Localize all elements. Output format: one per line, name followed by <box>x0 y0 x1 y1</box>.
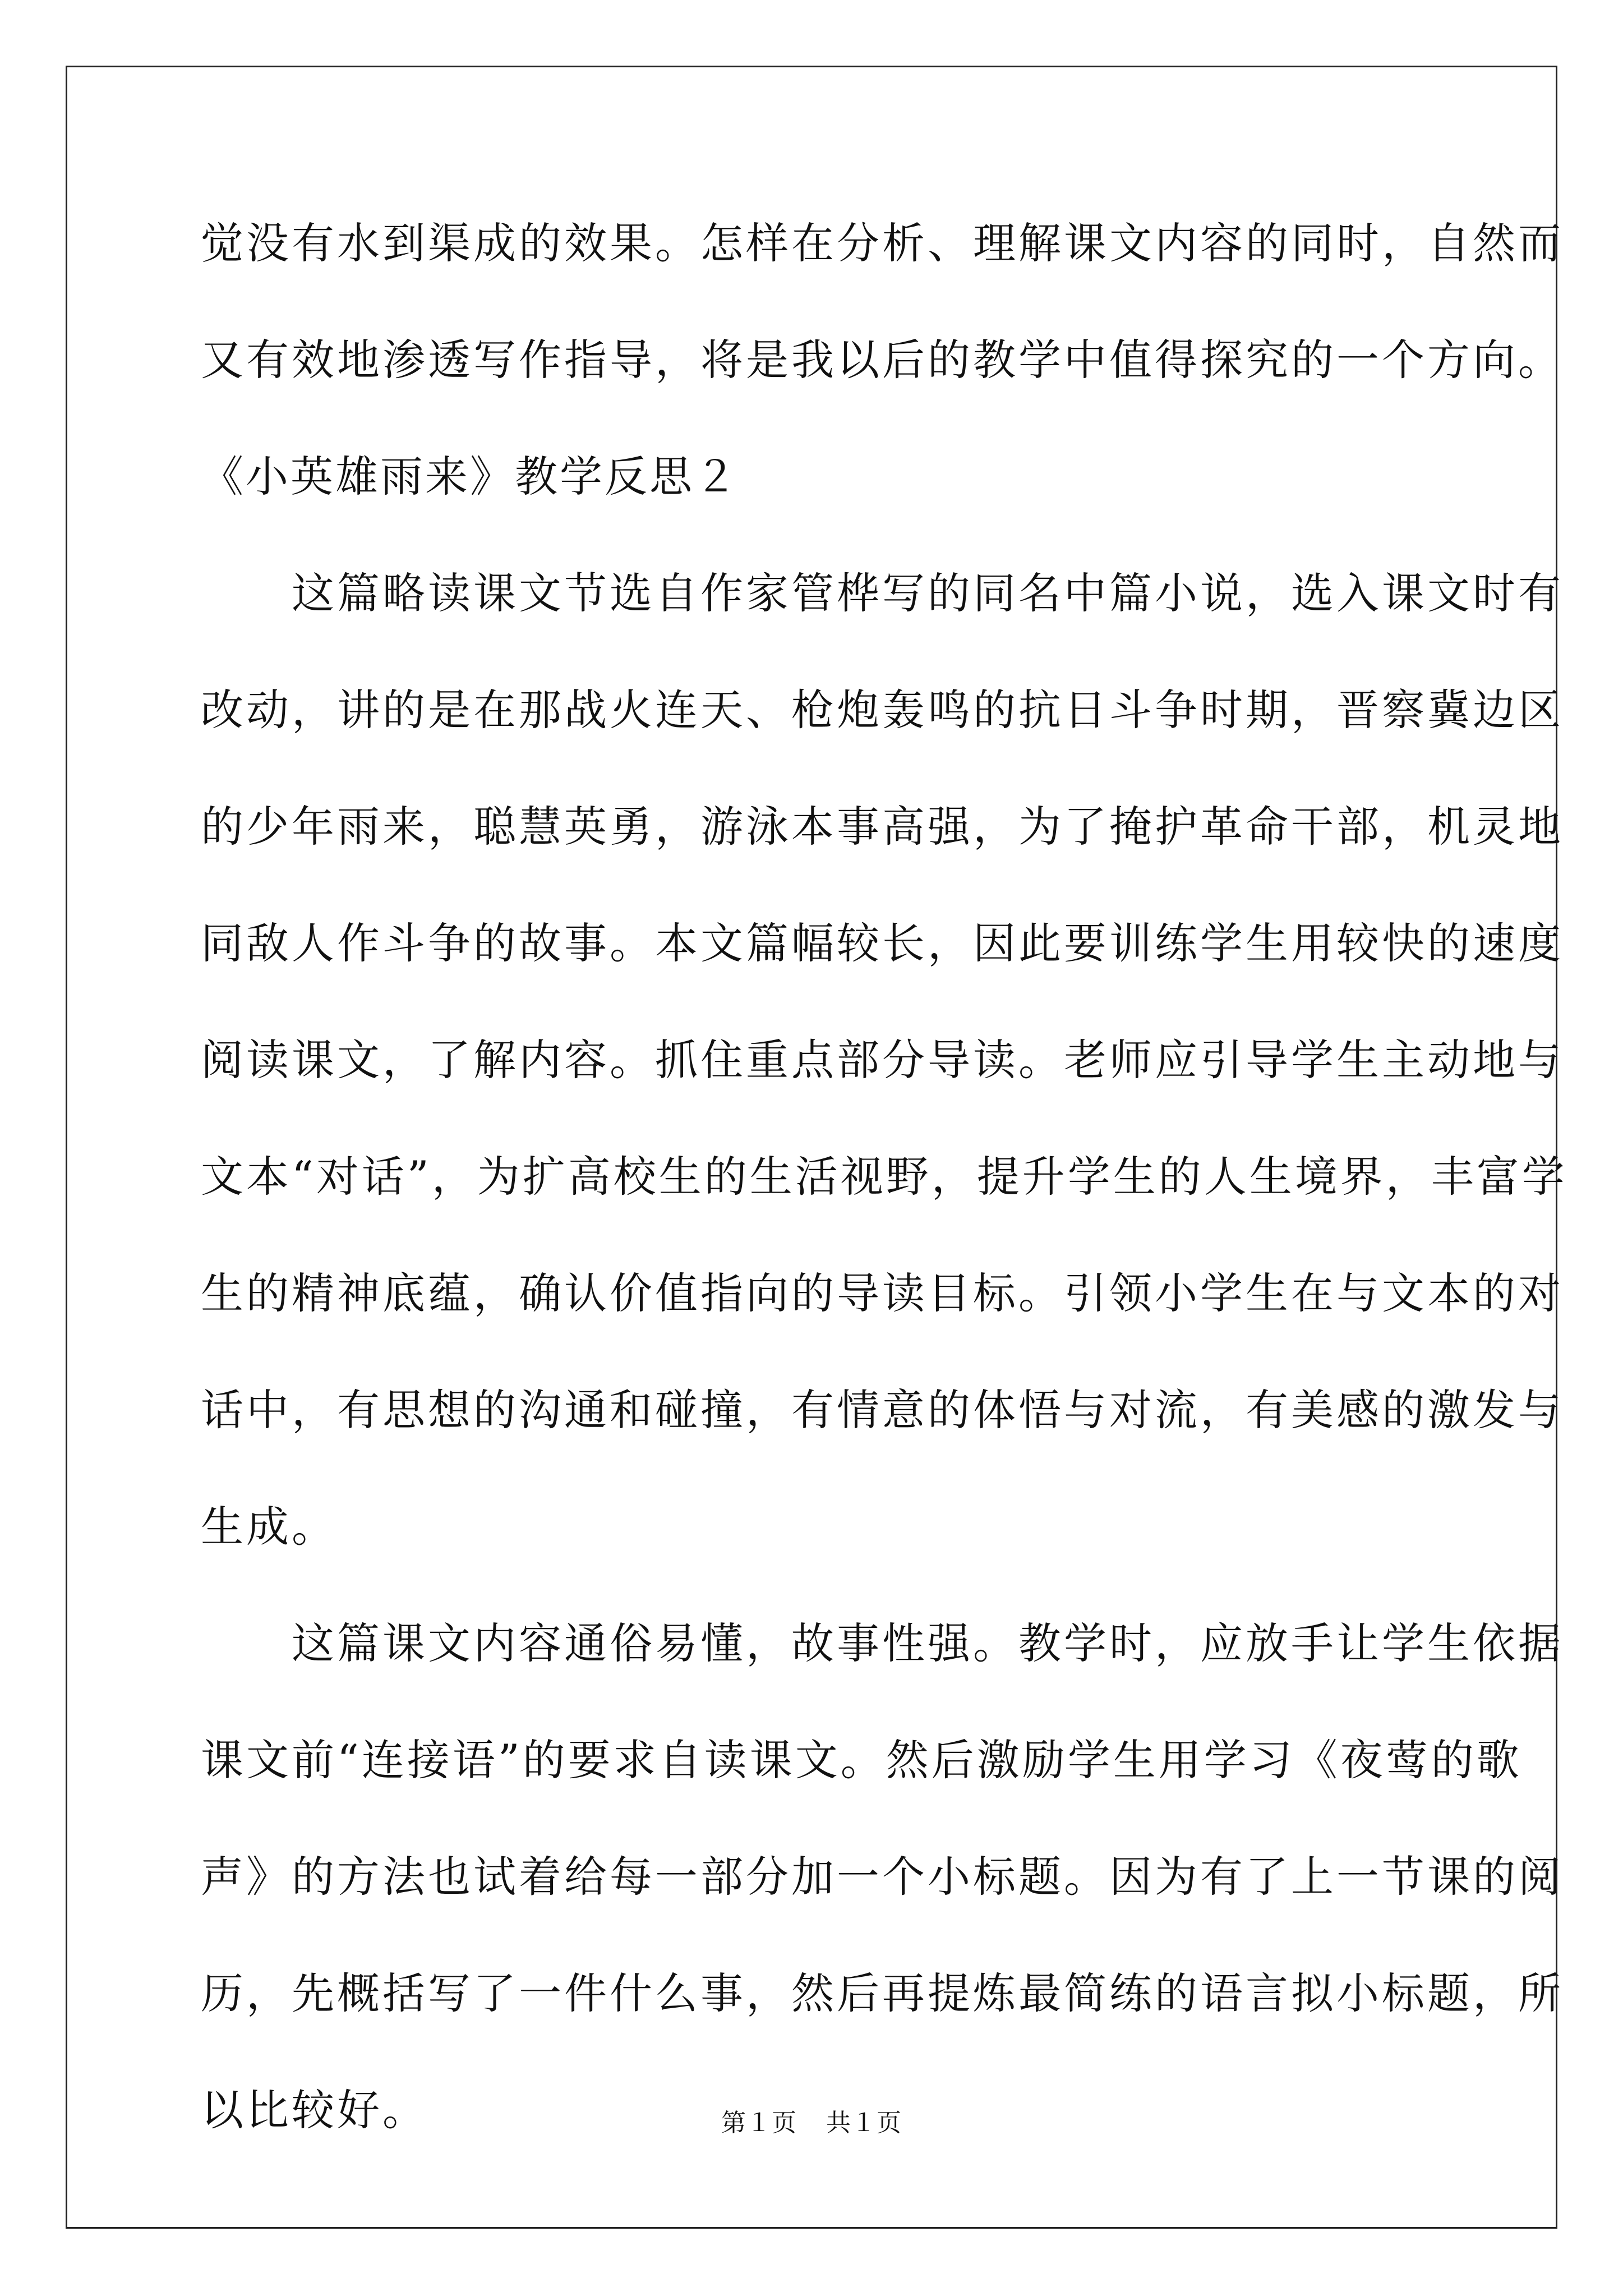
text-line: 话中，有思想的沟通和碰撞，有情意的体悟与对流，有美感的激发与 <box>201 1385 1564 1435</box>
text-line: 改动，讲的是在那战火连天、枪炮轰鸣的抗日斗争时期，晋察冀边区 <box>201 685 1564 735</box>
text-line: 觉没有水到渠成的效果。怎样在分析、理解课文内容的同时，自然而 <box>201 218 1564 268</box>
text-line: 生的精神底蕴，确认价值指向的导读目标。引领小学生在与文本的对 <box>201 1268 1564 1318</box>
section-heading: 《小英雄雨来》教学反思２ <box>201 452 739 501</box>
text-line: 课文前“连接语”的要求自读课文。然后激励学生用学习《夜莺的歌 <box>201 1735 1522 1785</box>
text-line: 这篇略读课文节选自作家管桦写的同名中篇小说，选入课文时有 <box>201 568 1564 618</box>
text-line: 文本“对话”，为扩高校生的生活视野，提升学生的人生境界，丰富学 <box>201 1152 1567 1202</box>
text-line: 阅读课文，了解内容。抓住重点部分导读。老师应引导学生主动地与 <box>201 1035 1564 1085</box>
document-body <box>201 218 1567 2203</box>
text-line: 又有效地渗透写作指导，将是我以后的教学中值得探究的一个方向。 <box>201 335 1564 385</box>
text-line: 声》的方法也试着给每一部分加一个小标题。因为有了上一节课的阅 <box>201 1852 1564 1902</box>
text-line: 这篇课文内容通俗易懂，故事性强。教学时，应放手让学生依据 <box>201 1618 1564 1668</box>
text-line: 历，先概括写了一件什么事，然后再提炼最简练的语言拟小标题，所 <box>201 1968 1564 2018</box>
text-line: 的少年雨来，聪慧英勇，游泳本事高强，为了掩护革命干部，机灵地 <box>201 802 1564 852</box>
text-line: 同敌人作斗争的故事。本文篇幅较长，因此要训练学生用较快的速度 <box>201 918 1564 968</box>
text-line: 生成。 <box>201 1502 337 1552</box>
page-total: 共１页 <box>826 2109 902 2137</box>
page-footer <box>0 2109 1623 2137</box>
text-line: 以比较好。 <box>201 2085 428 2135</box>
page-number: 第１页 <box>721 2109 797 2137</box>
